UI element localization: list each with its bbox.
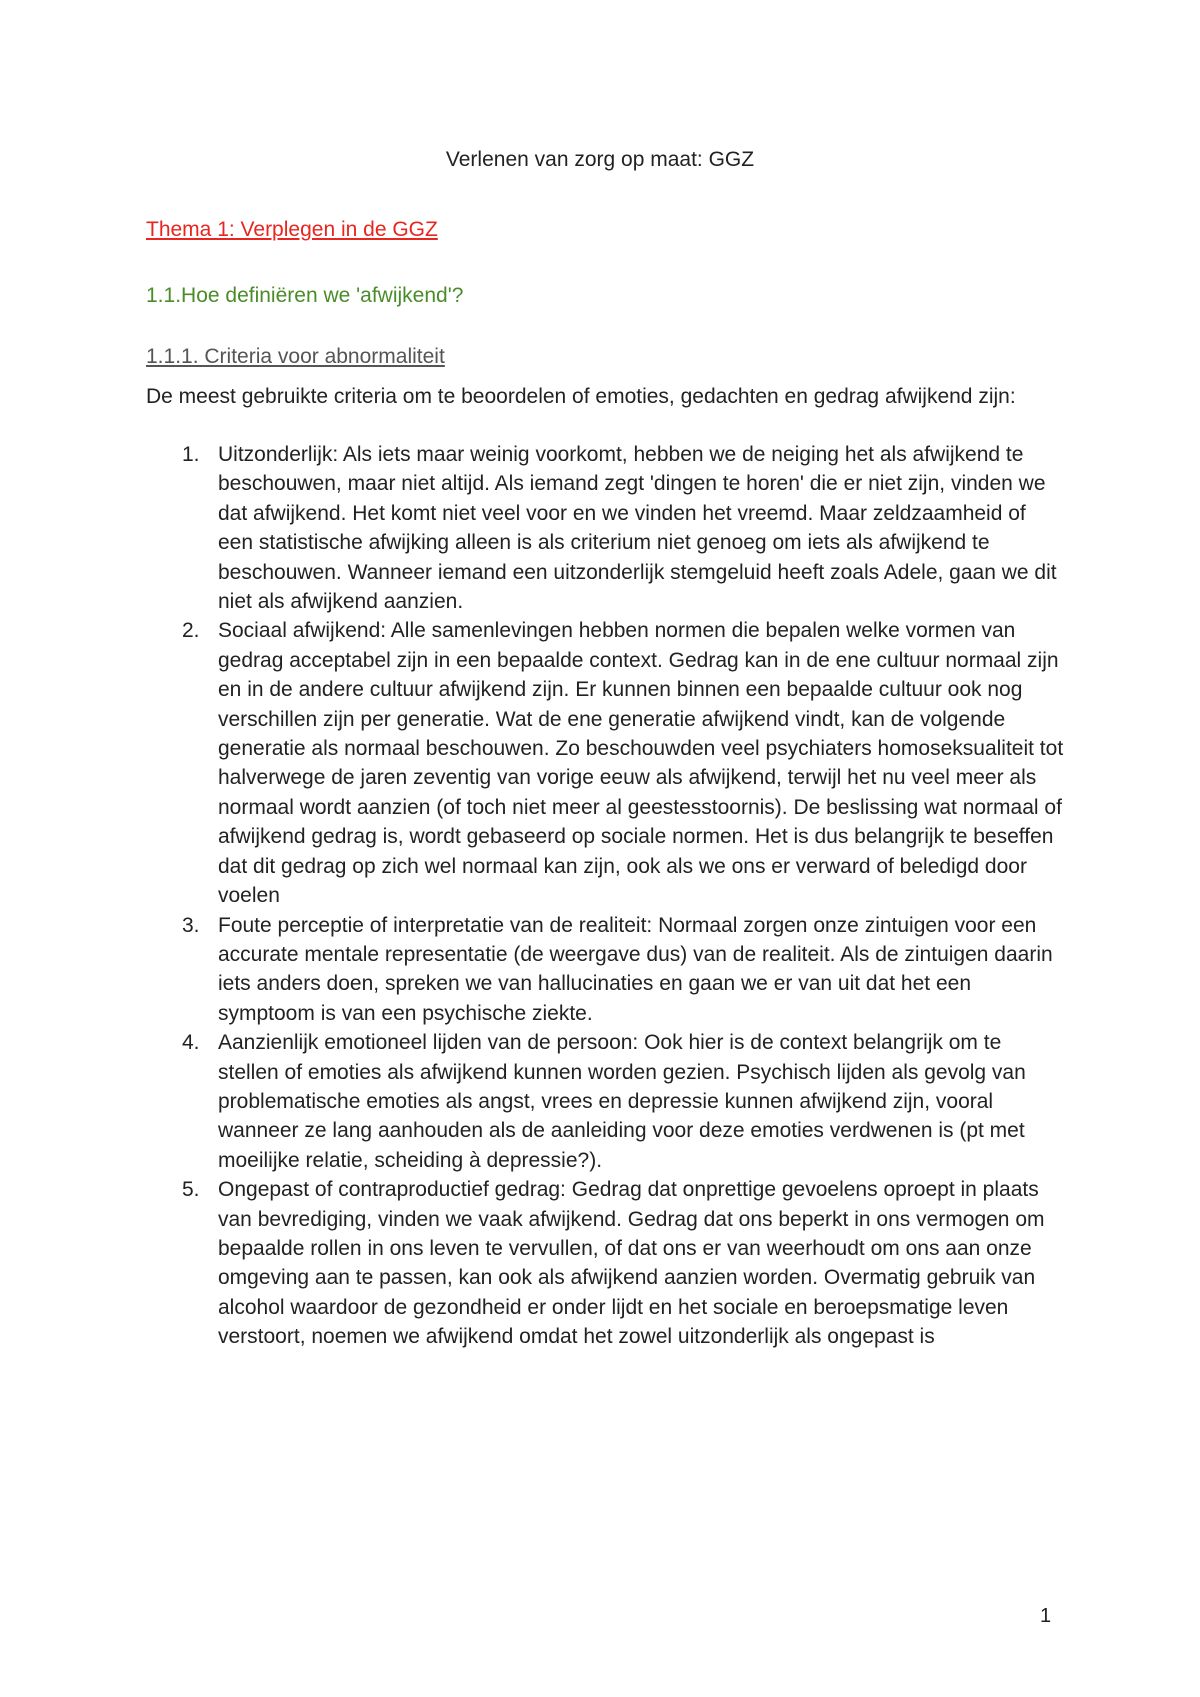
list-number: 2.	[182, 619, 200, 643]
page-number: 1	[1040, 1605, 1052, 1627]
list-number: 1.	[182, 443, 200, 466]
list-number: 5.	[182, 1178, 200, 1202]
list-item	[146, 440, 1066, 616]
list-text: Foute perceptie of interpretatie van de realiteit: Normaal zorgen onze zintuigen voor een accurate mentale representatie (de weergave dus) van de realiteit. Als de zintuigen daarin iets anders doen, spreken we van hallucinaties en gaan we er van uit dat het een symptoom is van een psychische ziekte.	[218, 913, 1053, 1025]
list-text: Aanzienlijk emotioneel lijden van de persoon: Ook hier is de context belangrijk om te stellen of emoties als afwijkend kunnen worden gezien. Psychisch lijden als gevolg van problematische emoties als angst, vrees en depressie kunnen afwijkend zijn, vooral wanneer ze lang aanhouden als de aanleiding voor deze emoties verdwenen is (pt met moeilijke relatie, scheiding à depressie?).	[218, 1031, 1026, 1172]
document-title: Verlenen van zorg op maat: GGZ	[445, 148, 755, 171]
subsection-heading: 1.1.1. Criteria voor abnormaliteit	[146, 345, 445, 368]
list-item	[146, 911, 1066, 1029]
list-number: 3.	[182, 913, 200, 937]
thema-heading: Thema 1: Verplegen in de GGZ	[146, 218, 438, 241]
list-text: Sociaal afwijkend: Alle samenlevingen hebben normen die bepalen welke vormen van gedrag acceptabel zijn in een bepaalde context. Gedrag kan in de ene cultuur normaal zijn en in de andere cultuur afwijkend zijn. Er kunnen binnen een bepaalde cultuur ook nog verschillen zijn per generatie. Wat de ene generatie afwijkend vindt, kan de volgende generatie als normaal beschouwen. Zo beschouwden veel psychiaters homoseksualiteit tot halverwege de jaren zeventig van vorige eeuw als afwijkend, terwijl het nu veel meer als normaal wordt aanzien (of toch niet meer al geestesstoornis). De beslissing wat normaal of afwijkend gedrag is, wordt gebaseerd op sociale normen. Het is dus belangrijk te beseffen dat dit gedrag op zich wel normaal kan zijn, ook als we ons er verward of beledigd door voelen	[218, 619, 1064, 908]
list-number: 4.	[182, 1031, 200, 1055]
intro-paragraph: De meest gebruikte criteria om te beoordelen of emoties, gedachten en gedrag afwijkend zijn:	[146, 385, 1016, 408]
list-item	[146, 1028, 1066, 1175]
list-item	[146, 1175, 1066, 1351]
section-heading: 1.1.Hoe definiëren we 'afwijkend'?	[146, 284, 464, 307]
list-item	[146, 616, 1066, 910]
criteria-list	[146, 440, 1066, 1352]
list-text: Uitzonderlijk: Als iets maar weinig voorkomt, hebben we de neiging het als afwijkend te beschouwen, maar niet altijd. Als iemand zegt 'dingen te horen' die er niet zijn, vinden we dat afwijkend. Het komt niet veel voor en we vinden het vreemd. Maar zeldzaamheid of een statistische afwijking alleen is als criterium niet genoeg om iets als afwijkend te beschouwen. Wanneer iemand een uitzonderlijk stemgeluid heeft zoals Adele, gaan we dit niet als afwijkend aanzien.	[218, 443, 1057, 614]
list-text: Ongepast of contraproductief gedrag: Gedrag dat onprettige gevoelens oproept in plaats van bevrediging, vinden we vaak afwijkend. Gedrag dat ons beperkt in ons vermogen om bepaalde rollen in ons leven te vervullen, of dat ons er van weerhoudt om ons aan onze omgeving aan te passen, kan ook als afwijkend aanzien worden. Overmatig gebruik van alcohol waardoor de gezondheid er onder lijdt en het sociale en beroepsmatige leven verstoort, noemen we afwijkend omdat het zowel uitzonderlijk als ongepast is	[218, 1178, 1045, 1349]
